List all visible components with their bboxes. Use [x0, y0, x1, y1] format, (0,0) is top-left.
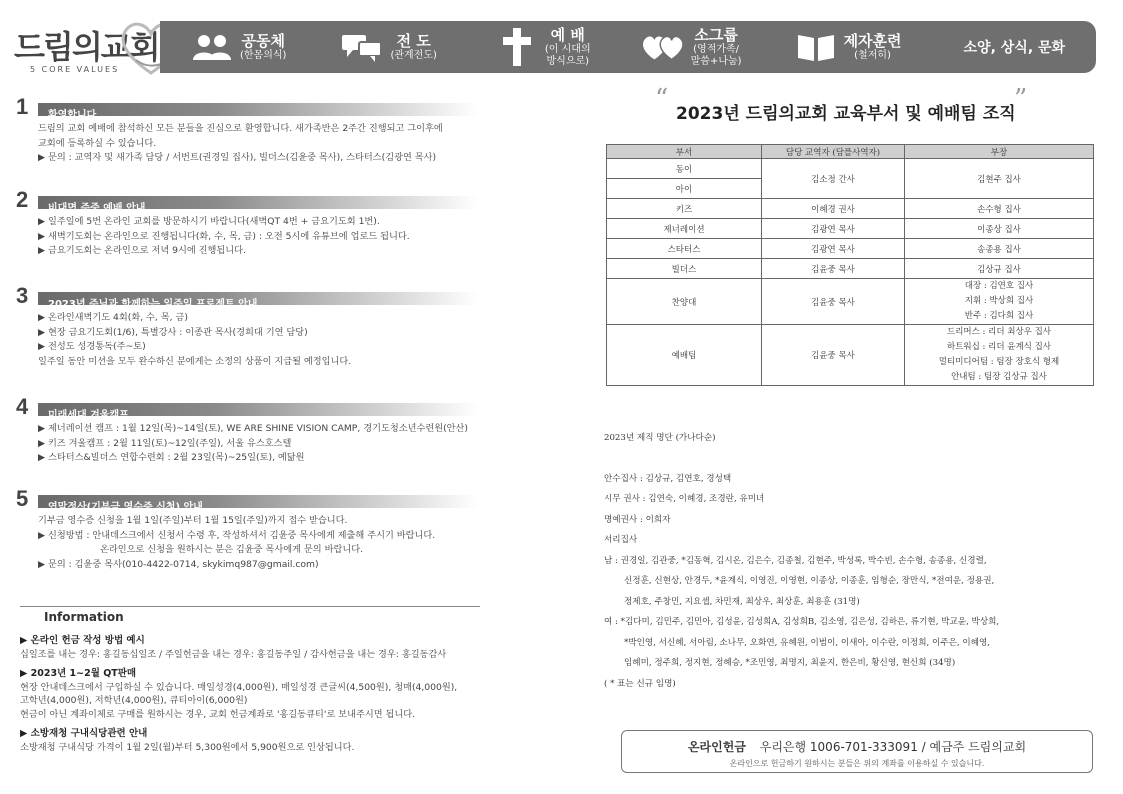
head-line: 멀티미디어팀 : 팀장 장호식 형제	[938, 357, 1060, 367]
nav-title: 소그룹	[694, 25, 738, 44]
head-cell: 손수형 집사	[905, 199, 1094, 219]
text-line: 소방재청 구내식당 가격이 1월 2일(월)부터 5,300원에서 5,900원으로 인상됩니다.	[20, 741, 355, 753]
nav-title: 전 도	[396, 31, 431, 50]
logo-text: 드림의교회	[14, 28, 159, 66]
text-line: 온라인으로 신청을 원하시는 분은 김윤중 목사에게 문의 바랍니다.	[100, 544, 363, 555]
table-header-row	[607, 145, 1094, 159]
section-welcome	[16, 94, 486, 166]
text-line: ▶ 문의 : 교역자 및 새가족 담당 / 서번트(권경일 집사), 빌더스(김윤중 목사), 스타터스(김광연 목사)	[38, 152, 437, 163]
head-line: 반주 : 김다희 집사	[964, 311, 1034, 321]
section-number: 1	[16, 94, 29, 119]
info-qt-sale	[20, 667, 480, 721]
head-cell: 송종용 집사	[905, 239, 1094, 259]
text-line: 드림의 교회 예배에 참석하신 모든 분들을 진심으로 환영합니다. 새가족반은 2주간 진행되고 그이후에	[38, 123, 443, 134]
section-tax-receipt	[16, 486, 486, 572]
org-table	[606, 144, 1094, 386]
head-line: 하트워십 : 리더 윤계식 집사	[947, 342, 1051, 352]
section-number: 5	[16, 486, 29, 511]
section-online-worship	[16, 187, 486, 259]
pastor-cell: 김윤중 목사	[762, 259, 905, 279]
section-number: 4	[16, 394, 29, 419]
section-title: 환영합니다	[48, 110, 97, 121]
dept-cell: 키즈	[607, 199, 762, 219]
close-quote-icon: ”	[1014, 84, 1028, 114]
text-line: ▶ 새벽기도회는 온라인으로 진행됩니다(화, 수, 목, 금) : 오전 5시에 유튜브에 업로드 됩니다.	[38, 230, 410, 242]
chat-bubbles-icon	[340, 29, 384, 65]
staff-line: ( * 표는 신규 임명)	[604, 678, 676, 689]
table-row	[607, 279, 1094, 325]
nav-sub: (관계전도)	[390, 49, 437, 61]
text-line: ▶ 일주일에 5번 온라인 교회를 방문하시기 바랍니다(새벽QT 4번 + 금요기도회 1번).	[38, 216, 380, 227]
head-cell: 김현주 집사	[905, 159, 1094, 199]
info-cafeteria	[20, 727, 480, 754]
people-icon	[190, 29, 234, 65]
staff-line: *박인영, 서신혜, 서아림, 소나무, 오화연, 유혜원, 이범이, 이새아, 이수란, 이정희, 이주은, 이혜영,	[624, 637, 990, 648]
text-line: 현장 안내데스크에서 구입하실 수 있습니다. 매일성경(4,000원), 매일성경 큰글씨(4,500원), 청매(4,000원),	[20, 681, 458, 693]
nav-small-group[interactable]	[641, 21, 742, 73]
head-line: 안내팀 : 팀장 김상규 집사	[951, 372, 1047, 382]
text-line: ▶ 제너레이션 캠프 : 1월 12일(목)~14일(토), WE ARE SHINE VISION CAMP, 경기도청소년수련원(안산)	[38, 423, 468, 434]
nav-sub-2: 말씀+나눔)	[690, 55, 742, 67]
hearts-icon	[641, 29, 685, 65]
logo-subtitle: 5 CORE VALUES	[30, 65, 120, 74]
text-line: ▶ 현장 금요기도회(1/6), 특별강사 : 이종관 목사(경희대 기연 담당)	[38, 326, 308, 338]
nav-title: 제자훈련	[843, 31, 902, 50]
head-line: 드리머스 : 리더 최상우 집사	[947, 327, 1051, 337]
pastor-cell: 김윤중 목사	[762, 325, 905, 386]
column-header: 부서	[607, 145, 762, 159]
section-number: 2	[16, 187, 29, 212]
nav-title: 예 배	[550, 25, 585, 44]
online-offering-box	[621, 730, 1093, 773]
staff-line: 정제호, 주창민, 지요셉, 차민재, 최상우, 최상훈, 최용훈 (31명)	[624, 596, 860, 607]
pastor-cell: 김광연 목사	[762, 219, 905, 239]
bank-account: 우리은행 1006-701-333091 / 예금주 드림의교회	[759, 740, 1027, 754]
table-row	[607, 199, 1094, 219]
text-line: ▶ 키즈 겨울캠프 : 2월 11일(토)~12일(주일), 서울 유스호스텔	[38, 437, 292, 449]
staff-line: 명예권사 : 이희자	[604, 514, 671, 525]
staff-line: 안수집사 : 김상규, 김연호, 경성택	[604, 473, 732, 484]
dept-cell: 아이	[607, 179, 762, 199]
nav-community[interactable]	[190, 21, 286, 73]
nav-worship[interactable]	[495, 21, 591, 73]
dept-cell: 예배팀	[607, 325, 762, 386]
nav-sub: (철저히)	[854, 49, 891, 61]
cross-icon	[495, 29, 539, 65]
text-line: ▶ 전성도 성경통독(주~토)	[38, 341, 146, 352]
dept-cell: 빌더스	[607, 259, 762, 279]
nav-title: 공동체	[241, 31, 285, 50]
staff-line: 서리집사	[604, 535, 638, 545]
section-title: 미래세대 겨울캠프	[48, 410, 129, 421]
information-title: Information	[20, 606, 480, 628]
org-title: 2023년 드림의교회 교육부서 및 예배팀 조직	[676, 104, 1016, 124]
table-row	[607, 159, 1094, 179]
text-line: 일주일 동안 미션을 모두 완수하신 분에게는 소정의 상품이 지급될 예정입니다.	[38, 355, 352, 367]
text-line: ▶ 온라인새벽기도 4회(화, 수, 목, 금)	[38, 312, 188, 323]
section-week-project	[16, 283, 486, 369]
book-icon	[794, 29, 838, 65]
nav-title: 소양, 상식, 문화	[963, 40, 1066, 56]
info-offering	[20, 634, 480, 661]
text-line: ▶ 신청방법 : 안내데스크에서 신청서 수령 후, 작성하셔서 김윤중 목사에게 제출해 주시기 바랍니다.	[38, 529, 436, 541]
dept-cell: 동이	[607, 159, 762, 179]
nav-discipleship[interactable]	[794, 21, 902, 73]
staff-line: 임혜미, 정주희, 정지현, 정혜승, *조민영, 최명지, 최윤지, 한은비, 황신영, 현신희 (34명)	[624, 658, 956, 668]
staff-list-intro: 2023년 제직 명단 (가나다순)	[604, 433, 716, 443]
core-values-bar	[160, 21, 1096, 73]
nav-sub: (영적가족/	[693, 44, 740, 56]
staff-line: 여 : *김다미, 김민주, 김민아, 김성윤, 김성희A, 김성희B, 김소영, 김은성, 김하은, 류기현, 박교윤, 박상희,	[604, 617, 1000, 627]
nav-sub: (한몸의식)	[240, 49, 287, 61]
dept-cell: 제너레이션	[607, 219, 762, 239]
information-box	[20, 606, 480, 754]
pastor-cell: 이혜경 권사	[762, 199, 905, 219]
staff-line: 신정훈, 신현상, 안경두, *윤계식, 이영진, 이영현, 이종상, 이종훈, 임형순, 장만식, *전여운, 정용권,	[624, 576, 995, 586]
section-winter-camp	[16, 394, 486, 466]
text-line: ▶ 금요기도회는 온라인으로 저녁 9시에 진행됩니다.	[38, 245, 246, 256]
table-row	[607, 259, 1094, 279]
nav-sub: (이 시대의	[544, 44, 591, 56]
section-title: 2023년 주님과 함께하는 일주일 프로젝트 안내	[48, 299, 258, 310]
head-line: 대장 : 김연호 집사	[964, 281, 1034, 291]
head-cell	[905, 325, 1094, 386]
info-heading: ▶ 소방재청 구내식당관련 안내	[20, 728, 148, 739]
text-line: 기부금 영수증 신청을 1월 1일(주일)부터 1월 15일(주일)까지 접수 받습니다.	[38, 515, 348, 526]
online-offering-note: 온라인으로 헌금하기 원하시는 분들은 위의 계좌를 이용하실 수 있습니다.	[729, 759, 985, 768]
head-cell	[905, 279, 1094, 325]
staff-line: 시무 권사 : 김연숙, 이혜경, 조경란, 유미녀	[604, 494, 765, 504]
open-quote-icon: “	[655, 84, 669, 114]
text-line: 십일조를 내는 경우: 홍길동십일조 / 주일헌금을 내는 경우: 홍길동주일 / 감사헌금을 내는 경우: 홍길동감사	[20, 648, 447, 660]
text-line: ▶ 문의 : 김윤중 목사(010-4422-0714, skykimq987@gmail.com)	[38, 558, 319, 570]
section-title: 연말정산(기부금 영수증 신청) 안내	[48, 502, 203, 513]
nav-sub-2: 방식으로)	[546, 55, 590, 67]
text-line: 교회에 등록하실 수 있습니다.	[38, 137, 157, 149]
section-number: 3	[16, 283, 29, 308]
dept-cell: 찬양대	[607, 279, 762, 325]
pastor-cell: 김윤중 목사	[762, 279, 905, 325]
dept-cell: 스타터스	[607, 239, 762, 259]
section-title: 비대면 주중 예배 안내	[48, 203, 146, 214]
table-row	[607, 325, 1094, 386]
info-heading: ▶ 온라인 헌금 작성 방법 예시	[20, 635, 145, 646]
head-line: 지휘 : 박상희 집사	[964, 296, 1034, 306]
online-offering-label: 온라인헌금	[687, 740, 746, 754]
staff-list	[604, 428, 1104, 694]
pastor-cell: 김광연 목사	[762, 239, 905, 259]
church-logo	[8, 14, 183, 78]
head-cell: 김상규 집사	[905, 259, 1094, 279]
text-line: 현금이 아닌 계좌이체로 구매를 원하시는 경우, 교회 헌금계좌로 '홍길동큐티'로 보내주시면 됩니다.	[20, 708, 416, 720]
pastor-cell: 김소정 간사	[762, 159, 905, 199]
column-header: 부장	[905, 145, 1094, 159]
text-line: ▶ 스타터스&빌더스 연합수련회 : 2월 23일(목)~25일(토), 예닮원	[38, 452, 305, 463]
table-row	[607, 239, 1094, 259]
nav-evangelism[interactable]	[340, 21, 436, 73]
staff-line: 남 : 권경일, 김관중, *김동혁, 김시온, 김은수, 김종철, 김현주, 박성록, 박수빈, 손수형, 송종용, 신경렬,	[604, 555, 987, 566]
nav-culture[interactable]	[964, 21, 1066, 73]
column-header: 담당 교역자 (담플사역자)	[762, 145, 905, 159]
head-cell: 이종상 집사	[905, 219, 1094, 239]
table-row	[607, 219, 1094, 239]
text-line: 고학년(4,000원), 저학년(4,000원), 큐티아이(6,000원)	[20, 695, 248, 706]
info-heading: ▶ 2023년 1~2월 QT판매	[20, 668, 137, 679]
